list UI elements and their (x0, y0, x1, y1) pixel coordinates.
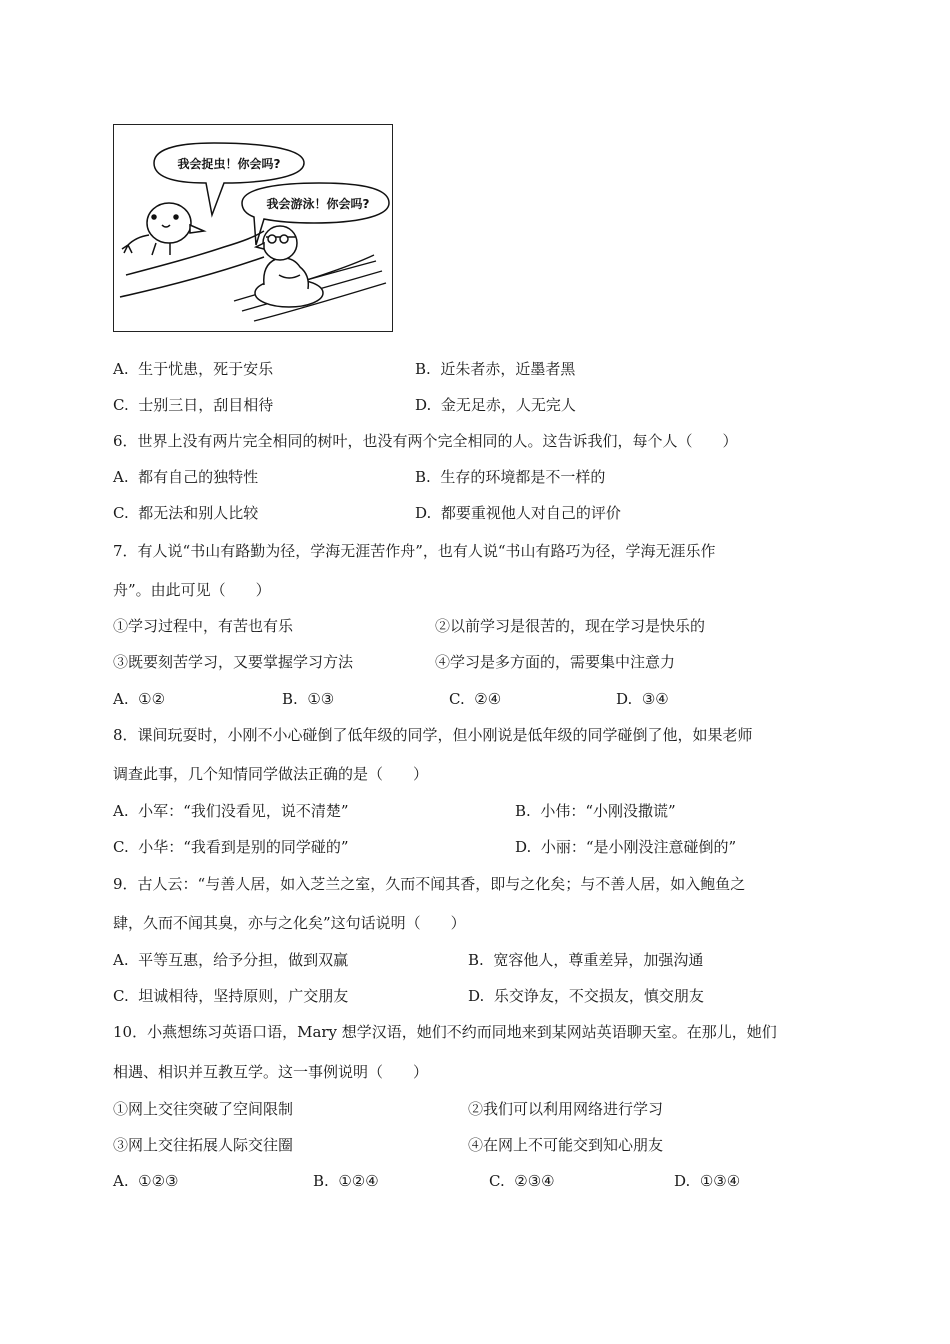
q9-option-a[interactable] (113, 950, 348, 970)
option-letter: A. (113, 1172, 129, 1190)
option-text: ①②③ (138, 1172, 179, 1190)
bubble-right-text: 我会游泳！你会吗? (266, 197, 370, 211)
option-letter: D. (415, 396, 432, 414)
q7-option-d[interactable] (616, 689, 669, 709)
q9-option-b[interactable] (468, 950, 703, 970)
q10-option-a[interactable] (113, 1171, 179, 1191)
option-text: ②④ (474, 690, 502, 708)
q6-stem: 6．世界上没有两片完全相同的树叶，也没有两个完全相同的人。这告诉我们，每个人（ ） (113, 432, 738, 450)
option-letter: B. (468, 951, 484, 969)
option-letter: C. (113, 396, 129, 414)
option-text: 小伟：“小刚没撒谎” (540, 802, 676, 820)
option-text: 生存的环境都是不一样的 (440, 468, 606, 486)
q9-stem-line1: 9．古人云：“与善人居，如入芝兰之室，久而不闻其香，即与之化矣；与不善人居，如入鲍鱼之 (113, 875, 746, 893)
option-letter: D. (515, 838, 532, 856)
option-text: 乐交诤友，不交损友，慎交朋友 (493, 987, 704, 1005)
option-text: 近朱者赤，近墨者黑 (440, 360, 576, 378)
option-text: 士别三日，刮目相待 (138, 396, 274, 414)
q7-option-c[interactable] (449, 689, 501, 709)
q8-stem-line1: 8．课间玩耍时，小刚不小心碰倒了低年级的同学，但小刚说是低年级的同学碰倒了他，如果老师 (113, 726, 753, 744)
option-letter: A. (113, 468, 129, 486)
q10-option-d[interactable] (674, 1171, 740, 1191)
option-text: 小华：“我看到是别的同学碰的” (138, 838, 349, 856)
option-letter: C. (113, 838, 129, 856)
q10-stem-line1: 10．小燕想练习英语口语，Mary 想学汉语，她们不约而同地来到某网站英语聊天室。在那儿，她们 (113, 1023, 777, 1041)
option-text: ①③④ (699, 1172, 741, 1190)
option-letter: A. (113, 690, 129, 708)
q8-option-b[interactable] (515, 801, 676, 821)
option-text: 小丽：“是小刚没注意碰倒的” (540, 838, 737, 856)
q7-statement-4: ④学习是多方面的，需要集中注意力 (435, 653, 676, 671)
q8-option-c[interactable] (113, 837, 349, 857)
option-letter: B. (313, 1172, 329, 1190)
q6-option-a[interactable] (113, 467, 258, 487)
q10-option-b[interactable] (313, 1171, 379, 1191)
q10-statement-1: ①网上交往突破了空间限制 (113, 1100, 294, 1118)
q5-option-c[interactable] (113, 395, 273, 415)
option-text: ①② (138, 690, 166, 708)
option-text: 宽容他人，尊重差异，加强沟通 (493, 951, 704, 969)
q8-option-d[interactable] (515, 837, 736, 857)
option-letter: C. (113, 504, 129, 522)
option-letter: B. (415, 468, 431, 486)
option-letter: B. (282, 690, 298, 708)
q5-option-b[interactable] (415, 359, 575, 379)
option-letter: D. (415, 504, 432, 522)
option-text: 坦诚相待，坚持原则，广交朋友 (138, 987, 349, 1005)
q5-option-a[interactable] (113, 359, 273, 379)
cartoon-drawing (114, 125, 392, 331)
option-letter: A. (113, 951, 129, 969)
duck-icon (255, 226, 323, 307)
q9-option-c[interactable] (113, 986, 348, 1006)
q10-option-c[interactable] (489, 1171, 555, 1191)
option-letter: C. (489, 1172, 505, 1190)
option-text: 金无足赤，人无完人 (440, 396, 576, 414)
option-letter: D. (616, 690, 633, 708)
bubble-left-text: 我会捉虫！你会吗? (177, 157, 281, 171)
option-text: 都有自己的独特性 (138, 468, 259, 486)
q8-option-a[interactable] (113, 801, 349, 821)
option-letter: D. (468, 987, 485, 1005)
q7-option-b[interactable] (282, 689, 334, 709)
q7-stem-line2: 舟”。由此可见（ ） (113, 581, 271, 599)
q7-option-a[interactable] (113, 689, 165, 709)
q9-stem-line2: 肆，久而不闻其臭，亦与之化矣”这句话说明（ ） (113, 914, 466, 932)
option-text: ①③ (307, 690, 335, 708)
q6-option-c[interactable] (113, 503, 258, 523)
option-letter: B. (515, 802, 531, 820)
option-letter: D. (674, 1172, 691, 1190)
q7-stem-line1: 7．有人说“书山有路勤为径，学海无涯苦作舟”，也有人说“书山有路巧为径，学海无涯乐作 (113, 542, 716, 560)
q7-statement-1: ①学习过程中，有苦也有乐 (113, 617, 294, 635)
option-text: 平等互惠，给予分担，做到双赢 (138, 951, 349, 969)
q7-statement-3: ③既要刻苦学习，又要掌握学习方法 (113, 653, 354, 671)
q8-stem-line2: 调查此事，几个知情同学做法正确的是（ ） (113, 765, 429, 783)
q6-option-d[interactable] (415, 503, 621, 523)
option-text: ①②④ (338, 1172, 379, 1190)
q10-stem-line2: 相遇、相识并互教互学。这一事例说明（ ） (113, 1063, 429, 1081)
cartoon-figure (113, 124, 393, 332)
q10-statement-2: ②我们可以利用网络进行学习 (468, 1100, 664, 1118)
q10-statement-3: ③网上交往拓展人际交往圈 (113, 1136, 294, 1154)
option-letter: C. (113, 987, 129, 1005)
option-letter: A. (113, 802, 129, 820)
q6-option-b[interactable] (415, 467, 605, 487)
q10-statement-4: ④在网上不可能交到知心朋友 (468, 1136, 664, 1154)
option-text: 生于忧患，死于安乐 (138, 360, 274, 378)
option-letter: B. (415, 360, 431, 378)
option-text: ②③④ (514, 1172, 555, 1190)
option-text: 都无法和别人比较 (138, 504, 259, 522)
bird-icon (122, 203, 204, 255)
option-text: 小军：“我们没看见，说不清楚” (138, 802, 349, 820)
q9-option-d[interactable] (468, 986, 704, 1006)
q7-statement-2: ②以前学习是很苦的，现在学习是快乐的 (435, 617, 706, 635)
option-letter: A. (113, 360, 129, 378)
option-text: ③④ (641, 690, 669, 708)
q5-option-d[interactable] (415, 395, 576, 415)
option-letter: C. (449, 690, 465, 708)
option-text: 都要重视他人对自己的评价 (440, 504, 621, 522)
